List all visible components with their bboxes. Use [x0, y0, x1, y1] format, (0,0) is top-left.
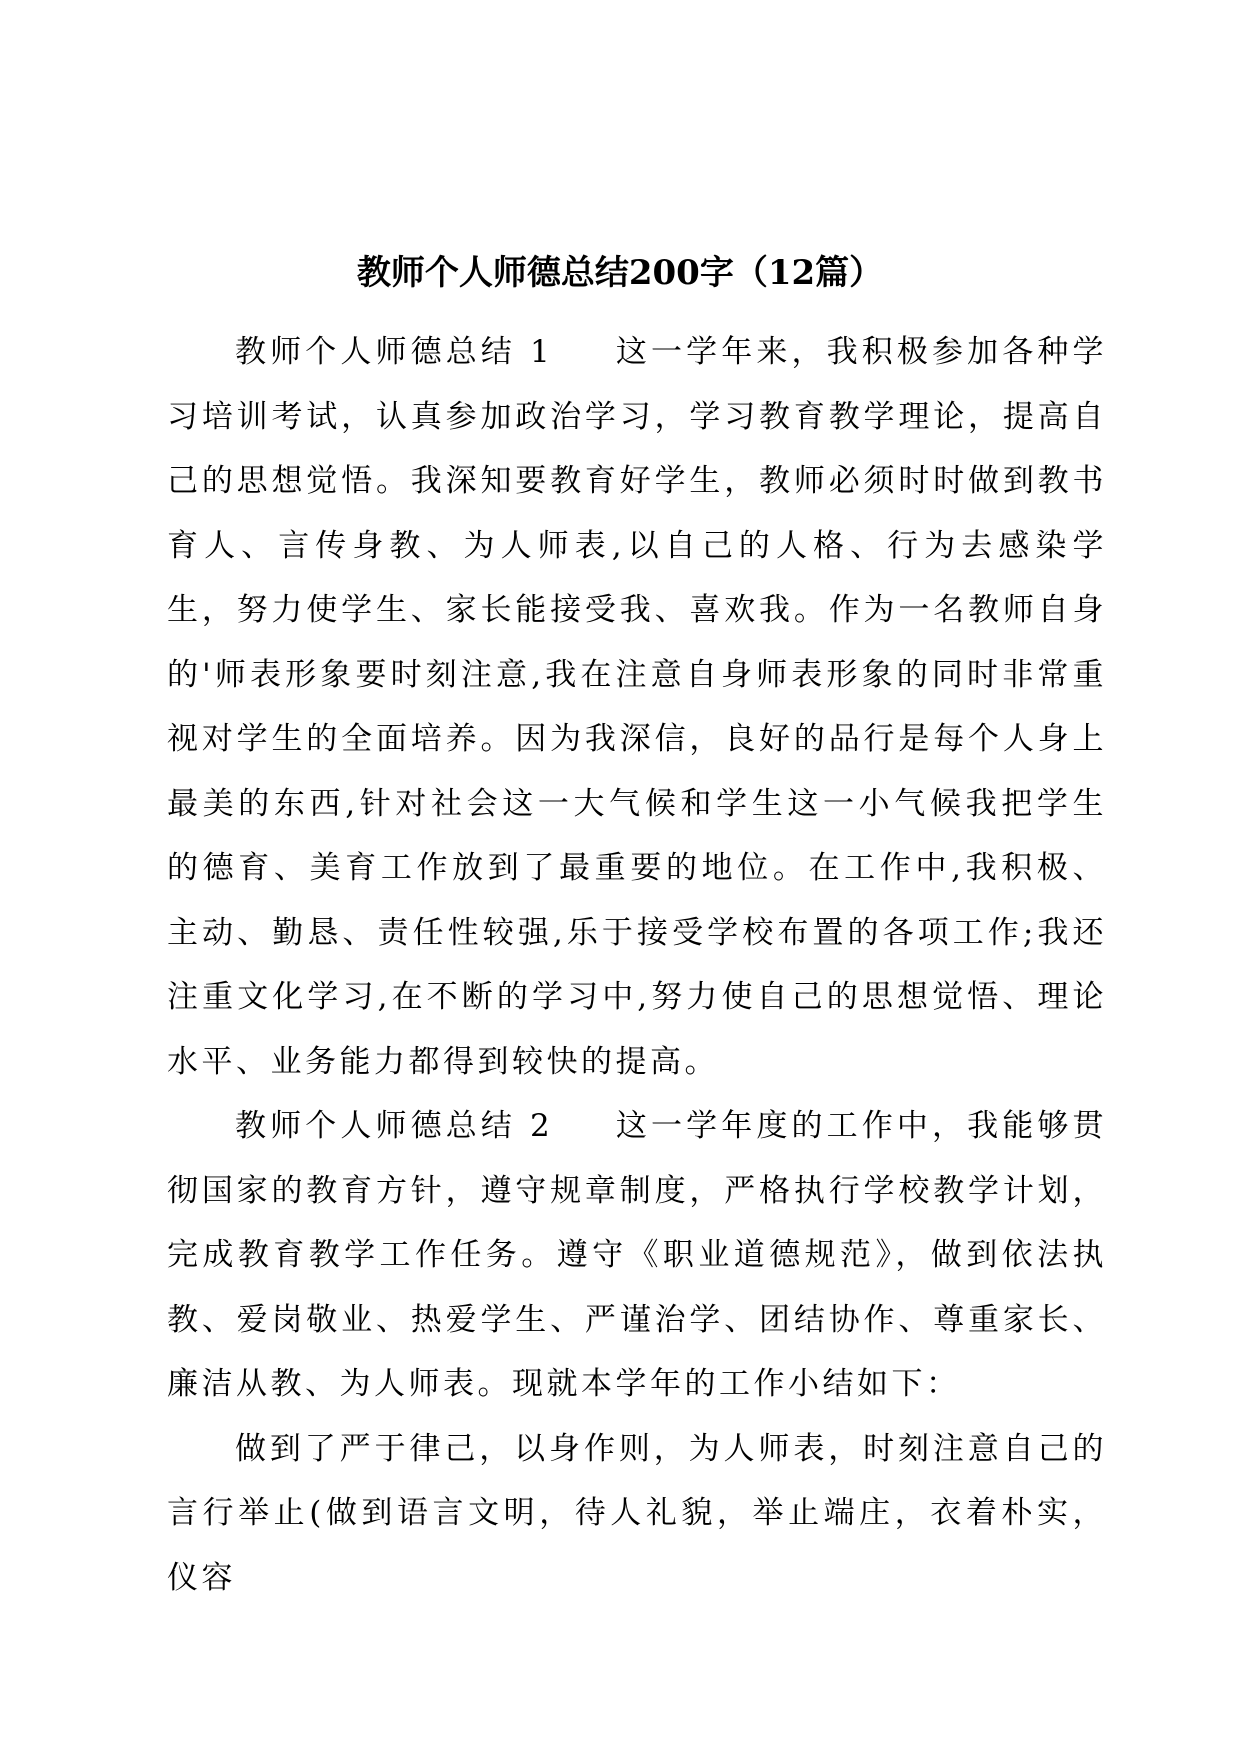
section-1-heading: 教师个人师德总结 1 — [235, 334, 554, 370]
section-1-text: 这一学年来，我积极参加各种学习培训考试，认真参加政治学习，学习教育教学理论，提高自己的思想觉悟。我深知要教育好学生，教师必须时时做到教书育人、言传身教、为人师表,以自己的人格、行为去感染学生，努力使学生、家长能接受我、喜欢我。作为一名教师自身的'师表形象要时刻注意,我在注意自身师表形象的同时非常重视对学生的全面培养。因为我深信，良好的品行是每个人身上最美的东西,针对社会这一大气候和学生这一小气候我把学生的德育、美育工作放到了最重要的地位。在工作中,我积极、主动、勤恳、责任性较强,乐于接受学校布置的各项工作;我还注重文化学习,在不断的学习中,努力使自己的思想觉悟、理论水平、业务能力都得到较快的提高。 — [167, 334, 1108, 1080]
section-1-paragraph — [167, 320, 1107, 1094]
document-title: 教师个人师德总结200字（12篇） — [356, 253, 884, 293]
section-2-paragraph — [167, 1094, 1107, 1417]
document-body — [167, 320, 1107, 1610]
section-2-heading: 教师个人师德总结 2 — [235, 1108, 554, 1144]
section-2-text: 这一学年度的工作中，我能够贯彻国家的教育方针，遵守规章制度，严格执行学校教学计划，完成教育教学工作任务。遵守《职业道德规范》，做到依法执教、爱岗敬业、热爱学生、严谨治学、团结协作、尊重家长、廉洁从教、为人师表。现就本学年的工作小结如下： — [167, 1108, 1108, 1402]
closing-paragraph: 做到了严于律己，以身作则，为人师表，时刻注意自己的言行举止(做到语言文明，待人礼貌，举止端庄，衣着朴实，仪容 — [167, 1430, 1107, 1596]
